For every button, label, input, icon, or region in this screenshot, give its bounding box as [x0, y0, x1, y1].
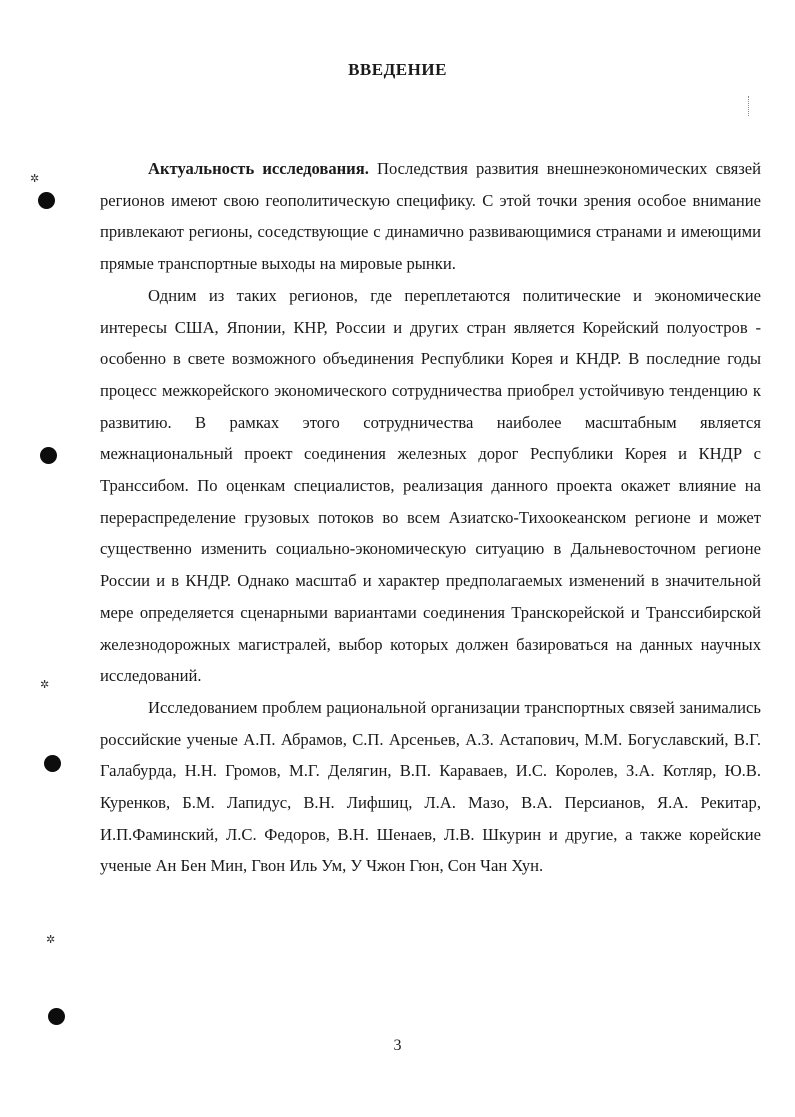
paragraph-text: Исследованием проблем рациональной организации транспортных связей занимались российские ученые А.П. Абрамов, С.П. Арсеньев, А.З. Астапович, М.М. Богуславский, В.Г. Галабурда, Н.Н. Громов, М.Г. Делягин, В.П. Караваев, И.С. Королев, З.А. Котляр, Ю.В. Куренков, Б.М. Лапидус, В.Н. Лифшиц, Л.А. Мазо, В.А. Персианов, Я.А. Рекитар, И.П.Фаминский, Л.С. Федоров, В.Н. Шенаев, Л.В. Шкурин и другие, а также корейские ученые Ан Бен Мин, Гвон Иль Ум, У Чжон Гюн, Сон Чан Хун.: [100, 697, 761, 876]
scan-speck: ✲: [40, 679, 50, 691]
paragraph-relevance: [100, 153, 761, 280]
paragraph-korean-peninsula: [100, 280, 761, 692]
paragraph-lead: Актуальность исследования.: [148, 159, 369, 178]
scan-speck: ✲: [46, 934, 56, 946]
binder-hole: [48, 1008, 65, 1025]
binder-hole: [44, 755, 61, 772]
binder-hole: [40, 447, 57, 464]
scan-artifact: [748, 96, 751, 116]
page-number: 3: [393, 1037, 402, 1054]
body-text: [100, 153, 761, 882]
scan-speck: ✲: [30, 173, 40, 185]
binder-hole: [38, 192, 55, 209]
paragraph-text: Одним из таких регионов, где переплетаются политические и экономические интересы США, Японии, КНР, России и других стран является Корейский полуостров - особенно в свете возможного объединения Республики Корея и КНДР. В последние годы процесс межкорейского экономического сотрудничества приобрел устойчивую тенденцию к развитию. В рамках этого сотрудничества наиболее масштабным является межнациональный проект соединения железных дорог Республики Корея и КНДР с Транссибом. По оценкам специалистов, реализация данного проекта окажет влияние на перераспределение грузовых потоков во всем Азиатско-Тихоокеанском регионе и может существенно изменить социально-экономическую ситуацию в Дальневосточном регионе России и в КНДР. Однако масштаб и характер предполагаемых изменений в значительной мере определяется сценарными вариантами соединения Транскорейской и Транссибирской железнодорожных магистралей, выбор которых должен базироваться на данных научных исследований.: [100, 285, 761, 686]
paragraph-researchers: [100, 692, 761, 882]
paragraph-text: Последствия развития внешнеэкономических связей регионов имеют свою геополитическую специфику. С этой точки зрения особое внимание привлекают регионы, соседствующие с динамично развивающимися странами и имеющими прямые транспортные выходы на мировые рынки.: [100, 159, 761, 274]
page-title: ВВЕДЕНИЕ: [348, 60, 447, 79]
